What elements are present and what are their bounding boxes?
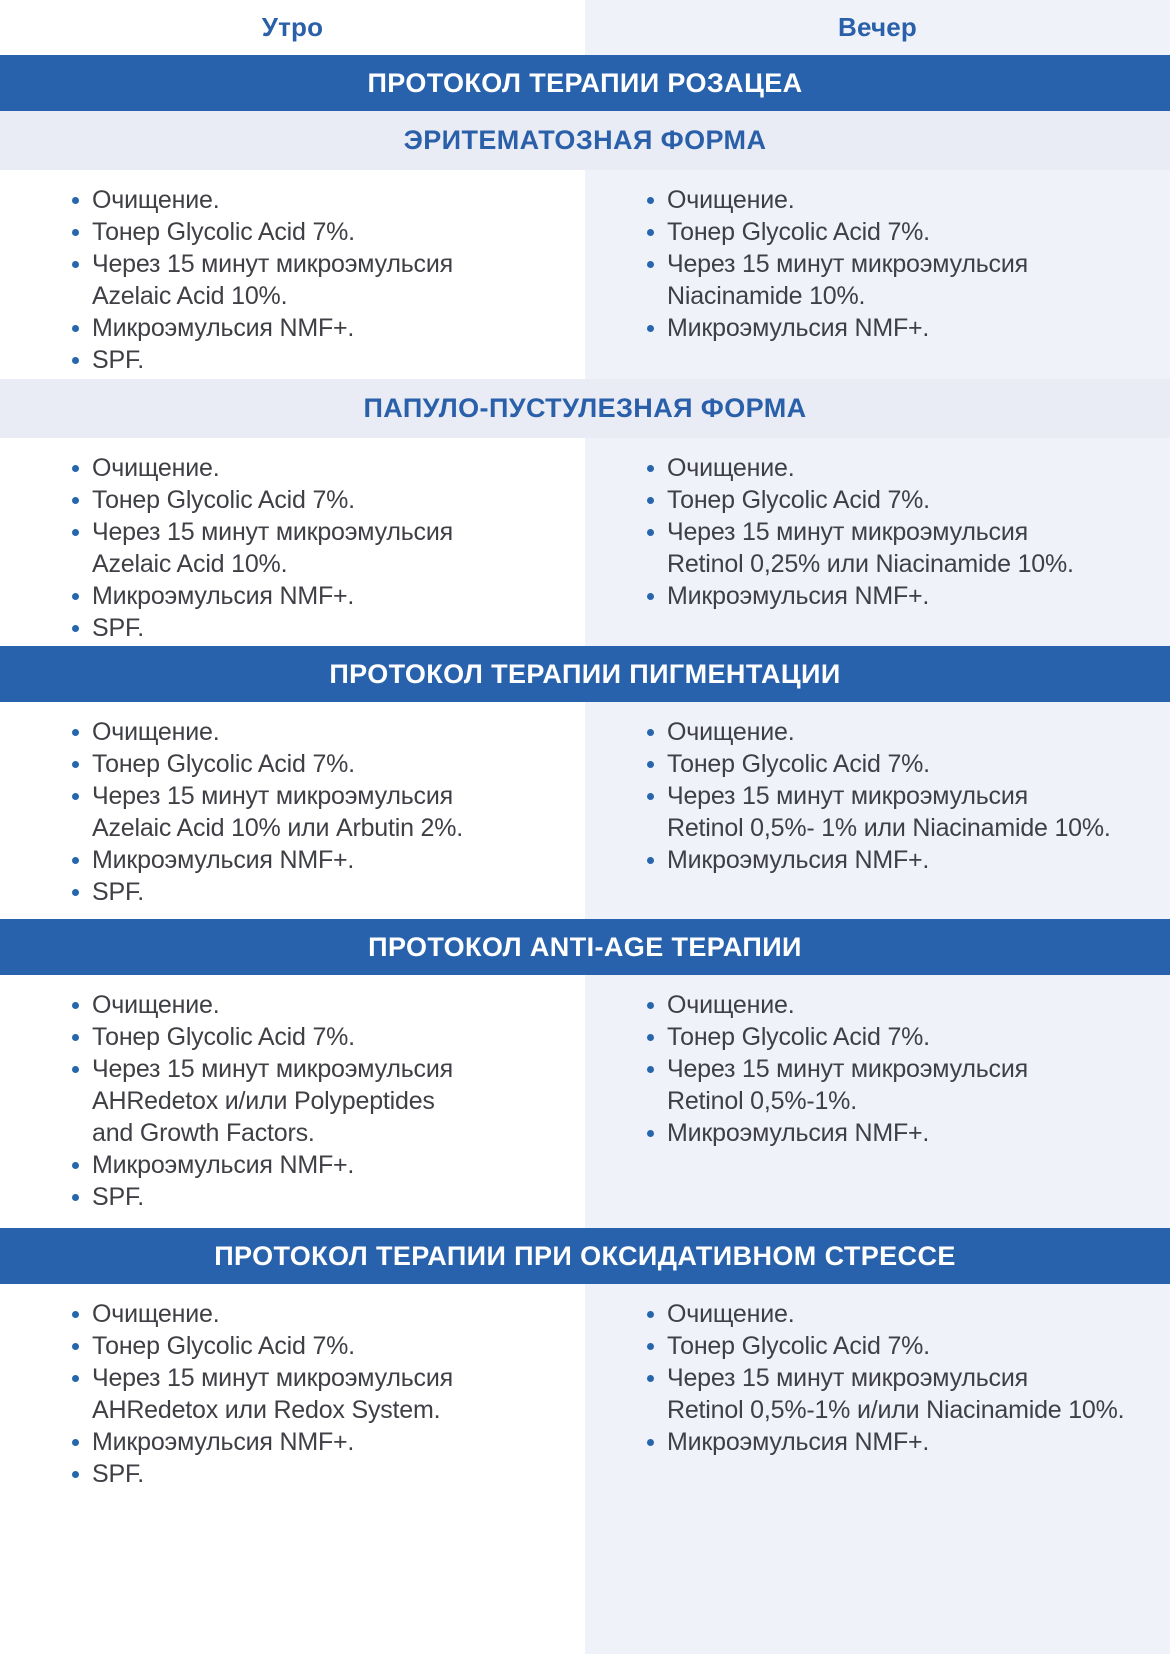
protocol-step: Очищение. <box>645 989 1150 1021</box>
protocol-step: Через 15 минут микроэмульсия Azelaic Acid 10%. <box>70 516 565 580</box>
protocol-step: Микроэмульсия NMF+. <box>645 844 1150 876</box>
protocol-step: Тонер Glycolic Acid 7%. <box>70 748 565 780</box>
protocol-list <box>70 452 565 644</box>
protocol-step: Через 15 минут микроэмульсия Niacinamide 10%. <box>645 248 1150 312</box>
protocol-step: Микроэмульсия NMF+. <box>645 1426 1150 1458</box>
section-header-band: ПРОТОКОЛ ТЕРАПИИ ПИГМЕНТАЦИИ <box>0 646 1170 702</box>
protocol-step: SPF. <box>70 612 565 644</box>
protocol-step: Тонер Glycolic Acid 7%. <box>645 1330 1150 1362</box>
protocol-step: Очищение. <box>70 1298 565 1330</box>
evening-column <box>585 438 1170 646</box>
section-header-band: ПРОТОКОЛ ТЕРАПИИ РОЗАЦЕА <box>0 55 1170 111</box>
protocol-step: Тонер Glycolic Acid 7%. <box>645 1021 1150 1053</box>
evening-column <box>585 975 1170 1228</box>
protocol-step: Через 15 минут микроэмульсия Retinol 0,25% или Niacinamide 10%. <box>645 516 1150 580</box>
protocol-step: Микроэмульсия NMF+. <box>645 580 1150 612</box>
section-header-band: ПРОТОКОЛ ANTI-AGE ТЕРАПИИ <box>0 919 1170 975</box>
protocol-step: Через 15 минут микроэмульсия Azelaic Acid 10% или Arbutin 2%. <box>70 780 565 844</box>
protocol-row <box>0 975 1170 1228</box>
protocol-step: Микроэмульсия NMF+. <box>70 1426 565 1458</box>
column-header-evening: Вечер <box>585 0 1170 55</box>
protocol-step: Очищение. <box>645 452 1150 484</box>
protocol-step: Очищение. <box>70 184 565 216</box>
protocol-step: Очищение. <box>70 452 565 484</box>
protocol-step: Очищение. <box>645 184 1150 216</box>
protocol-step: Микроэмульсия NMF+. <box>645 312 1150 344</box>
morning-column <box>0 438 585 646</box>
protocol-list <box>70 989 565 1213</box>
morning-column <box>0 702 585 919</box>
protocol-step: Через 15 минут микроэмульсия Retinol 0,5%-1%. <box>645 1053 1150 1117</box>
protocol-step: Микроэмульсия NMF+. <box>70 844 565 876</box>
protocol-list <box>70 716 565 908</box>
protocol-step: Через 15 минут микроэмульсия Azelaic Acid 10%. <box>70 248 565 312</box>
protocol-list <box>645 1298 1150 1458</box>
protocol-step: Через 15 минут микроэмульсия Retinol 0,5%-1% и/или Niacinamide 10%. <box>645 1362 1150 1426</box>
protocol-step: Микроэмульсия NMF+. <box>645 1117 1150 1149</box>
protocol-step: Тонер Glycolic Acid 7%. <box>70 216 565 248</box>
evening-column <box>585 170 1170 379</box>
protocol-step: Через 15 минут микроэмульсия AHRedetox и/или Polypeptides and Growth Factors. <box>70 1053 565 1149</box>
section-header-band: ПРОТОКОЛ ТЕРАПИИ ПРИ ОКСИДАТИВНОМ СТРЕССЕ <box>0 1228 1170 1284</box>
protocol-step: Очищение. <box>645 716 1150 748</box>
protocol-list <box>645 184 1150 344</box>
protocol-step: SPF. <box>70 344 565 376</box>
morning-column <box>0 975 585 1228</box>
protocol-list <box>645 452 1150 612</box>
protocol-step: SPF. <box>70 1181 565 1213</box>
evening-column <box>585 1284 1170 1654</box>
evening-column <box>585 702 1170 919</box>
protocol-list <box>645 989 1150 1149</box>
protocol-step: SPF. <box>70 876 565 908</box>
protocol-step: Тонер Glycolic Acid 7%. <box>645 216 1150 248</box>
protocol-list <box>645 716 1150 876</box>
protocol-step: Тонер Glycolic Acid 7%. <box>70 1021 565 1053</box>
protocol-list <box>70 184 565 376</box>
protocol-row <box>0 1284 1170 1654</box>
protocol-step: Микроэмульсия NMF+. <box>70 312 565 344</box>
morning-column <box>0 170 585 379</box>
protocol-step: Тонер Glycolic Acid 7%. <box>70 1330 565 1362</box>
protocol-step: Тонер Glycolic Acid 7%. <box>645 748 1150 780</box>
protocol-row <box>0 702 1170 919</box>
column-header-morning: Утро <box>0 0 585 55</box>
protocol-row <box>0 170 1170 379</box>
protocol-step: SPF. <box>70 1458 565 1490</box>
protocol-step: Очищение. <box>70 716 565 748</box>
protocol-step: Тонер Glycolic Acid 7%. <box>645 484 1150 516</box>
subsection-header-band: ПАПУЛО-ПУСТУЛЕЗНАЯ ФОРМА <box>0 379 1170 438</box>
protocol-step: Очищение. <box>70 989 565 1021</box>
protocol-step: Микроэмульсия NMF+. <box>70 1149 565 1181</box>
subsection-header-band: ЭРИТЕМАТОЗНАЯ ФОРМА <box>0 111 1170 170</box>
protocol-list <box>70 1298 565 1490</box>
protocol-step: Микроэмульсия NMF+. <box>70 580 565 612</box>
column-headers <box>0 0 1170 55</box>
protocol-step: Через 15 минут микроэмульсия Retinol 0,5%- 1% или Niacinamide 10%. <box>645 780 1150 844</box>
protocol-step: Очищение. <box>645 1298 1150 1330</box>
morning-column <box>0 1284 585 1654</box>
protocol-step: Через 15 минут микроэмульсия AHRedetox или Redox System. <box>70 1362 565 1426</box>
protocol-row <box>0 438 1170 646</box>
protocol-step: Тонер Glycolic Acid 7%. <box>70 484 565 516</box>
